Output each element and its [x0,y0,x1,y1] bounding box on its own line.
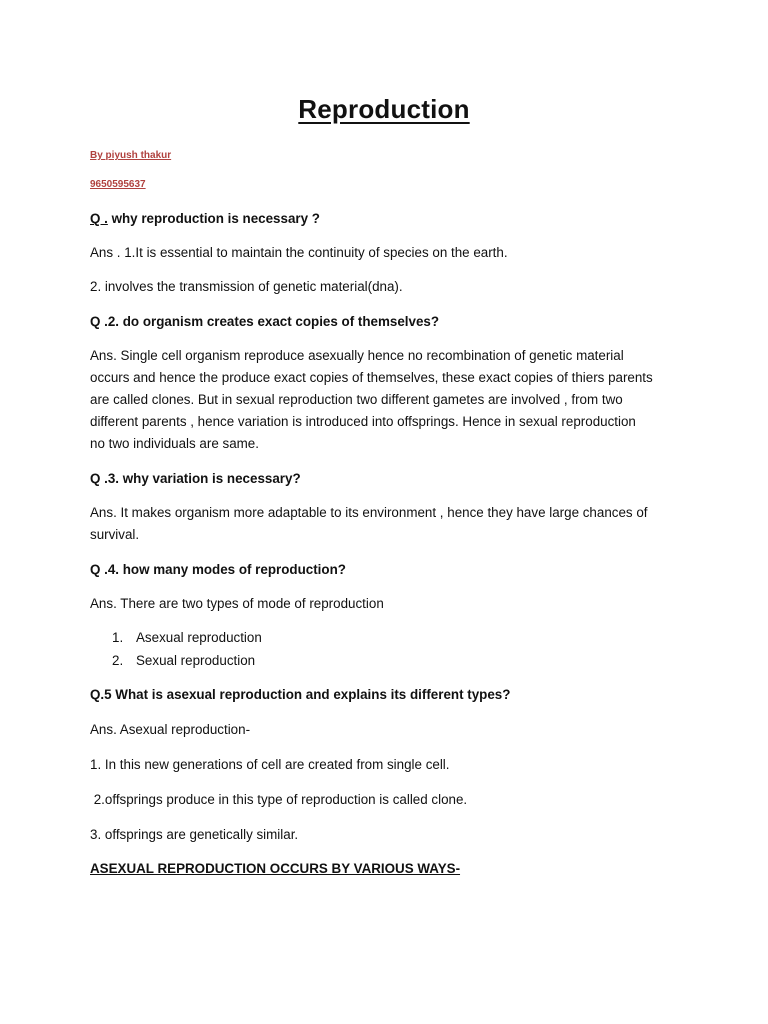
answer-2-line: Ans. Single cell organism reproduce asexually hence no recombination of genetic material [90,348,624,363]
section-heading: ASEXUAL REPRODUCTION OCCURS BY VARIOUS WAYS- [90,861,461,876]
question-2: Q .2. do organism creates exact copies of themselves? [90,314,440,329]
question-1-text: why reproduction is necessary ? [107,211,320,226]
answer-2-line: occurs and hence the produce exact copies of themselves, these exact copies of thiers parents [90,370,653,385]
question-5: Q.5 What is asexual reproduction and explains its different types? [90,687,511,702]
answer-3-line: Ans. It makes organism more adaptable to its environment , hence they have large chances of [90,505,648,520]
list-item [112,627,262,650]
answer-3 [90,502,680,546]
question-4: Q .4. how many modes of reproduction? [90,562,346,577]
question-1-prefix: Q . [90,211,108,226]
question-3: Q .3. why variation is necessary? [90,471,301,486]
answer-5-intro: Ans. Asexual reproduction- [90,722,251,737]
list-item [112,650,262,673]
question-1 [90,208,680,230]
list-item-number: 1. [112,630,124,645]
author-phone: 9650595637 [90,179,146,190]
answer-3-line: survival. [90,527,140,542]
answer-5-point-3: 3. offsprings are genetically similar. [90,827,299,842]
answer-2-line: are called clones. But in sexual reproduction two different gametes are involved , from two [90,392,623,407]
document-title: Reproduction [298,94,470,124]
answer-5-point-1: 1. In this new generations of cell are created from single cell. [90,757,450,772]
answer-2-line: no two individuals are same. [90,436,259,451]
answer-4: Ans. There are two types of mode of reproduction [90,596,384,611]
answer-1-line-1: Ans . 1.It is essential to maintain the continuity of species on the earth. [90,245,508,260]
author-name: By piyush thakur [90,150,172,161]
list-item-label: Sexual reproduction [136,652,256,668]
list-item-label: Asexual reproduction [136,630,262,645]
modes-list [112,627,262,672]
answer-2 [90,345,680,455]
answer-2-line: different parents , hence variation is introduced into offsprings. Hence in sexual reproduction [90,414,636,429]
answer-1-line-2: 2. involves the transmission of genetic material(dna). [90,279,403,294]
answer-5-point-2: 2.offsprings produce in this type of reproduction is called clone. [90,792,468,807]
list-item-number: 2. [112,652,124,668]
